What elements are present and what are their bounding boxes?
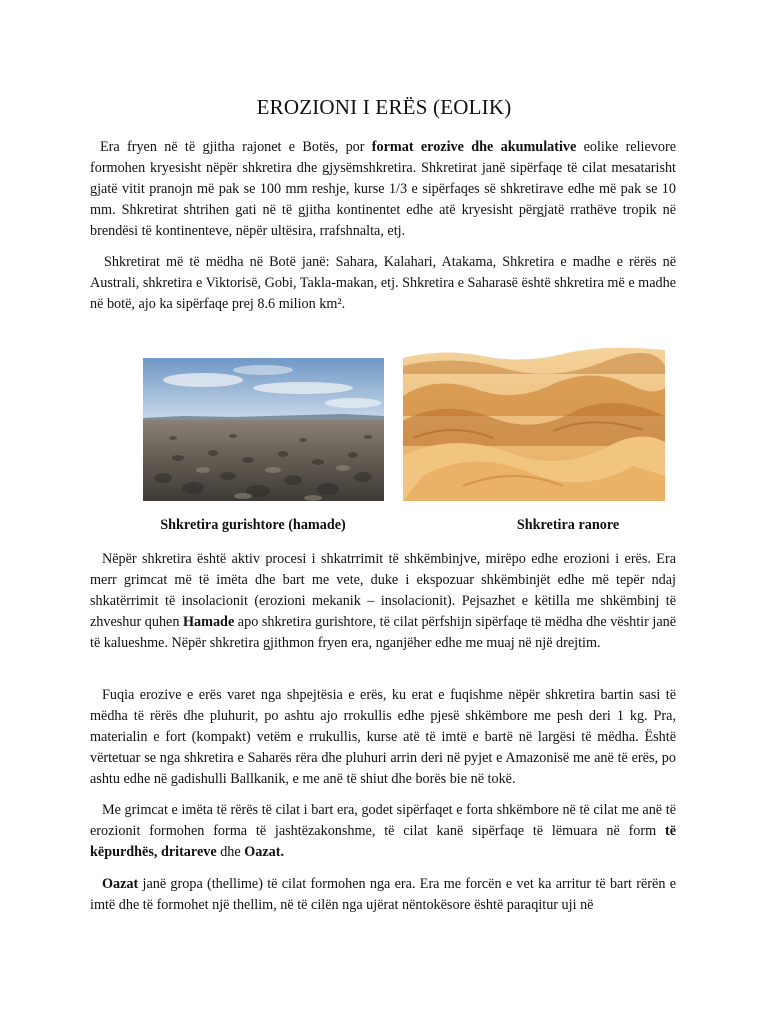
- page-title: EROZIONI I ERËS (EOLIK): [256, 95, 512, 119]
- paragraph-3: [90, 549, 676, 654]
- paragraph-1: [90, 137, 676, 242]
- paragraph-6-text-b: janë gropa (thellime) të cilat formohen nga era. Era me forcën e vet ka arritur të bart rërën e imtë dhe të formohet një thellim, në të cilën nga ujërat nëntokësore është paraqitur uji në: [90, 876, 676, 913]
- paragraph-4: Fuqia erozive e erës varet nga shpejtësia e erës, ku erat e fuqishme nëpër shkretira bartin sasi të mëdha të rërës dhe pluhurit, po ashtu ajo rrokullis edhe pjesë shkëmbore me pesh deri 1 kg. Pra, materialin e fort (kompakt) vetëm e rrukullis, kurse atë të imtë e bartë në largësi të mëdha. Është vërtetuar se nga shkretira e Saharës rëra dhe pluhuri arrin deri në pyjet e Amazonisë me anë të erës, po ashtu edhe në gadishulli Ballkanik, e me anë të shiut dhe borës bie në tokë.: [90, 687, 676, 787]
- paragraph-5-bold-1: të këpurdhës, dritareve: [90, 823, 676, 860]
- paragraph-3-bold: Hamade: [183, 614, 235, 630]
- paragraph-1-text-a: Era fryen në të gjitha rajonet e Botës, por: [100, 139, 372, 155]
- paragraph-5-bold-2: Oazat.: [244, 844, 285, 860]
- rocky-desert-photo: [143, 358, 384, 501]
- paragraph-1-text-c: eolike relievore formohen kryesisht nëpër shkretira dhe gjysëmshkretira. Shkretirat janë sipërfaqe të cilat mesatarisht gjatë vitit pranojn më pak se 100 mm reshje, kurse 1/3 e sipërfaqes së shkretirave edhe më pak se 10 mm. Shkretirat shtrihen gati në të gjitha kontinentet edhe atë kryesisht përgjatë rrathëve tropik në brendësi të kontinenteve, nëpër ultësira, rrafshnalta, etj.: [90, 139, 676, 239]
- caption-sandy-desert: Shkretira ranore: [516, 517, 620, 533]
- paragraph-1-bold: format erozive dhe akumulative: [371, 139, 577, 155]
- caption-rocky-desert: Shkretira gurishtore (hamade): [160, 517, 346, 533]
- paragraph-3-text-c: apo shkretira gurishtore, të cilat përfshijn sipërfaqe të mëdha dhe vështir janë të kalueshme. Nëpër shkretira gjithmon fryen era, nganjëher edhe me muaj në një drejtim.: [90, 614, 677, 651]
- paragraph-6: [90, 874, 676, 916]
- sand-dunes-photo: [403, 326, 665, 501]
- paragraph-3-text-a: Nëpër shkretira është aktiv procesi i shkatrrimit të shkëmbinjve, mirëpo edhe erozioni i erës. Era merr grimcat më të imëta dhe bart me vete, duke i ekspozuar shkëmbinjët edhe më tepër ndaj shkatërrimit të insolacionit (erozioni mekanik – insolacionit). Pejsazhet e këtilla me shkëmbinj të zhveshur quhen: [90, 551, 676, 630]
- paragraph-5: [90, 800, 676, 863]
- paragraph-6-bold: Oazat: [102, 876, 139, 892]
- paragraph-5-text-c: dhe: [216, 844, 245, 860]
- paragraph-2: Shkretirat më të mëdha në Botë janë: Sahara, Kalahari, Atakama, Shkretira e madhe e rërës në Australi, shkretira e Viktorisë, Gobi, Takla-makan, etj. Shkretira e Saharasë është shkretira më e madhe në botë, ajo ka sipërfaqe prej 8.6 milion km².: [90, 254, 676, 312]
- paragraph-5-text-a: Me grimcat e imëta të rërës të cilat i bart era, godet sipërfaqet e forta shkëmbore në të cilat me anë të erozionit formohen forma të jashtëzakonshme, të cilat kanë sipërfaqe të lëmuara në form: [90, 802, 676, 839]
